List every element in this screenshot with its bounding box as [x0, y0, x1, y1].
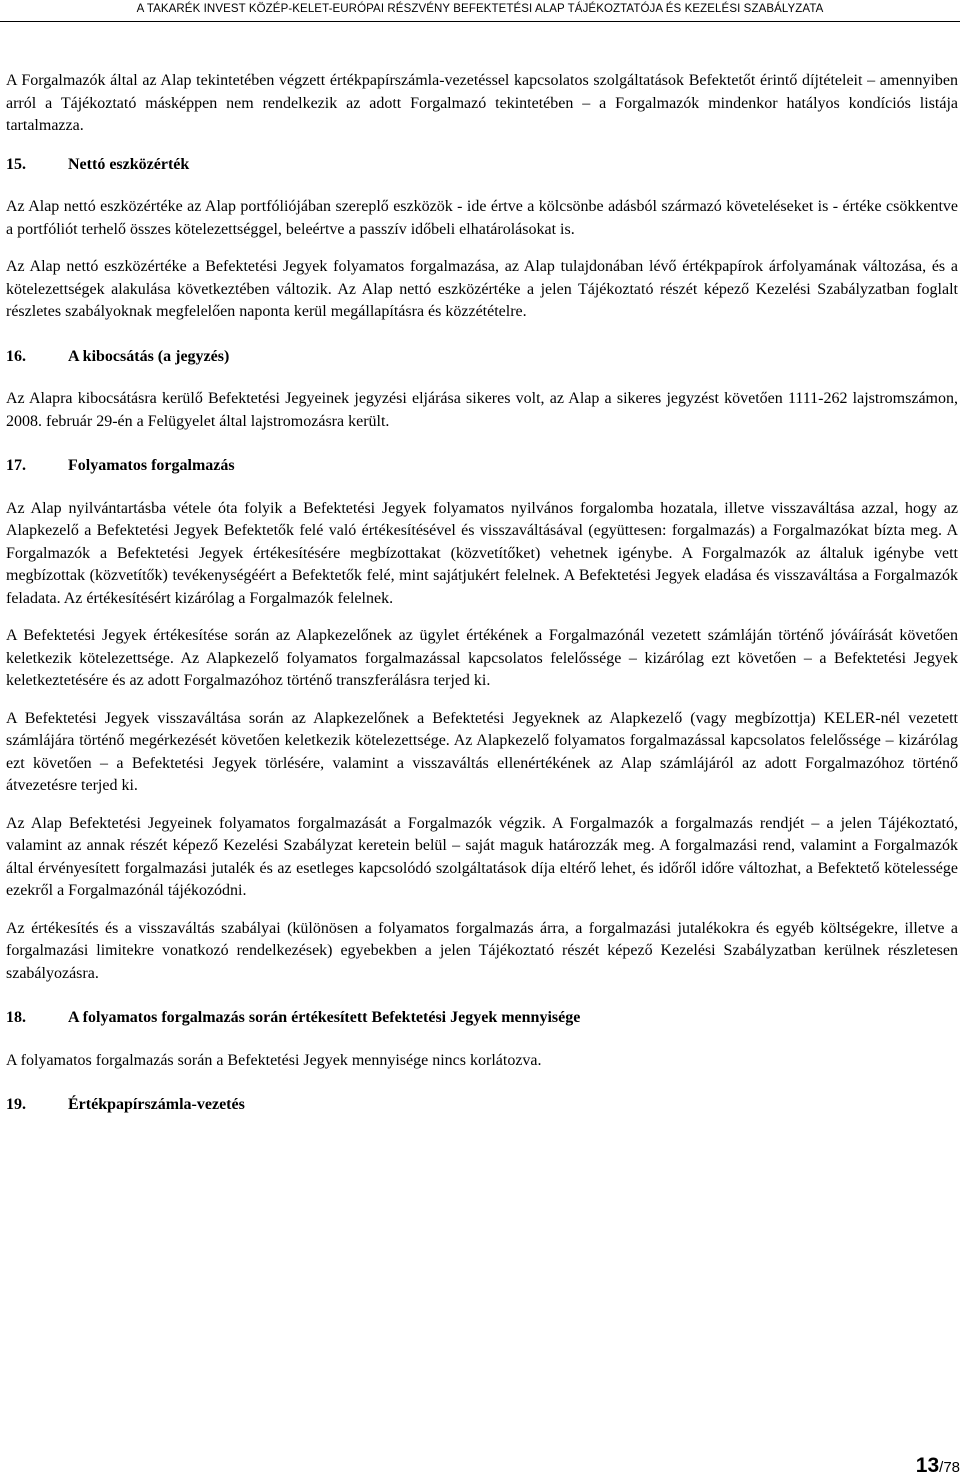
section-title: A kibocsátás (a jegyzés) — [68, 347, 230, 365]
section-number: 19. — [6, 1096, 26, 1113]
section-title: Folyamatos forgalmazás — [68, 457, 235, 474]
section-heading-17 — [6, 455, 958, 478]
intro-paragraph: A Forgalmazók által az Alap tekintetében végzett értékpapírszámla-vezetéssel kapcsolatos szolgáltatások Befektetőt érintő díjtételeit – amennyiben arról a Tájékoztató másképpen nem rendelkezik az adott Forgalmazó tekintetében – a Forgalmazók mindenkor hatályos kondíciós listája tartalmazza. — [6, 72, 958, 134]
section-paragraph: Az Alap Befektetési Jegyeinek folyamatos forgalmazását a Forgalmazók végzik. A Forgalmazók a forgalmazás rendjét – a jelen Tájékoztató, valamint az annak részét képező Kezelési Szabályzat keretein belül – saját maguk határozzák meg. A forgalmazási rend, valamint a Forgalmazók által érvényesített forgalmazási jutalék és az esetleges kapcsolódó szolgáltatások díja eltérő lehet, és időről időre változhat, a Befektető kötelessége ezekről a Forgalmazónál tájékozódni. — [6, 814, 958, 899]
section-paragraph: A Befektetési Jegyek értékesítése során az Alapkezelőnek az ügylet értékének a Forgalmazónál vezetett számláján történő jóváírását követően keletkezik kötelezettsége. Az Alapkezelő folyamatos forgalmazással kapcsolatos felelőssége – kizárólag ezt követően – a Befektetési Jegyek keletkeztetésére és az adott Forgalmazóhoz történő transzferálásra terjed ki. — [6, 627, 958, 689]
section-paragraph: Az Alap nyilvántartásba vétele óta folyik a Befektetési Jegyek folyamatos nyilvános forgalomba hozatala, illetve visszaváltása azzal, hogy az Alapkezelő a Befektetési Jegyek Befektetők felé való értékesítésével és visszaváltásával (együttesen: forgalmazás) a Forgalmazókat bízta meg. A Forgalmazók a Befektetési Jegyek értékesítésére megbízottakat (közvetítőket) vehetnek igénybe. A Forgalmazók az általuk igénybe vett megbízottak (közvetítők) tevékenységéért a Befektetők felé, mint sajátjukért felelnek. A Befektetési Jegyek eladása és visszaváltása a Forgalmazók feladata. Az értékesítésért kizárólag a Forgalmazók felelnek. — [6, 499, 958, 607]
section-paragraph: Az Alap nettó eszközértéke az Alap portfóliójában szereplő eszközök - ide értve a kölcsönbe adásból származó követeléseket is - értéke csökkentve a portfóliót terhelő összes kötelezettséggel, beleértve a passzív időbeli elhatárolásokat is. — [6, 198, 958, 238]
page-separator: / — [939, 1459, 944, 1476]
section-title: Nettó eszközérték — [68, 155, 190, 173]
section-paragraph: Az Alapra kibocsátásra kerülő Befektetési Jegyeinek jegyzési eljárása sikeres volt, az Alap a sikeres jegyzést követően 1111-262 lajstromszámon, 2008. február 29-én a Felügyelet által lajstromozásra került. — [6, 390, 958, 430]
section-heading-15 — [6, 154, 958, 177]
section-number: 18. — [6, 1009, 26, 1026]
header-title: A TAKARÉK INVEST KÖZÉP-KELET-EURÓPAI RÉSZVÉNY BEFEKTETÉSI ALAP TÁJÉKOZTATÓJA ÉS KEZELÉSI SZABÁLYZATA — [136, 3, 824, 15]
section-heading-18 — [6, 1007, 958, 1030]
section-title: A folyamatos forgalmazás során értékesített Befektetési Jegyek mennyisége — [68, 1009, 581, 1026]
section-paragraph: A folyamatos forgalmazás során a Befektetési Jegyek mennyisége nincs korlátozva. — [6, 1051, 542, 1069]
page-total: 78 — [943, 1459, 960, 1476]
section-number: 17. — [6, 457, 26, 474]
section-title: Értékpapírszámla-vezetés — [68, 1096, 245, 1113]
page-current: 13 — [915, 1454, 940, 1477]
document-body — [6, 70, 958, 1137]
section-number: 15. — [6, 155, 26, 173]
section-number: 16. — [6, 347, 26, 365]
section-heading-19 — [6, 1094, 958, 1117]
section-paragraph: Az értékesítés és a visszaváltás szabályai (különösen a folyamatos forgalmazás árra, a forgalmazási jutalékokra és egyéb költségekre, illetve a forgalmazási limitekre vonatkozó rendelkezések) egyebekben a jelen Tájékoztató részét képező Kezelési Szabályzatban kerülnek részletesen szabályozásra. — [6, 919, 958, 982]
page-number — [916, 1454, 960, 1478]
section-paragraph: A Befektetési Jegyek visszaváltása során az Alapkezelőnek a Befektetési Jegyeknek az Alapkezelő (vagy megbízottja) KELER-nél vezetett számlájára történő megérkezését követően keletkezik kötelezettsége. Az Alapkezelő folyamatos forgalmazással kapcsolatos felelőssége – kizárólag ezt követően – a Befektetési Jegyek törlésére, valamint a visszaváltás ellenértékének az Alap számlájáról az adott Forgalmazóhoz történő átvezetésre terjed ki. — [6, 709, 958, 794]
section-paragraph: Az Alap nettó eszközértéke a Befektetési Jegyek folyamatos forgalmazása, az Alap tulajdonában lévő értékpapírok árfolyamának változása, és a kötelezettségek alakulása következtében változik. Az Alap nettó eszközértéke a jelen Tájékoztató részét képező Kezelési Szabályzatban foglalt részletes szabályoknak megfelelően naponta kerül megállapításra és közzétételre. — [6, 258, 958, 320]
section-heading-16 — [6, 346, 958, 369]
document-header — [0, 3, 960, 22]
